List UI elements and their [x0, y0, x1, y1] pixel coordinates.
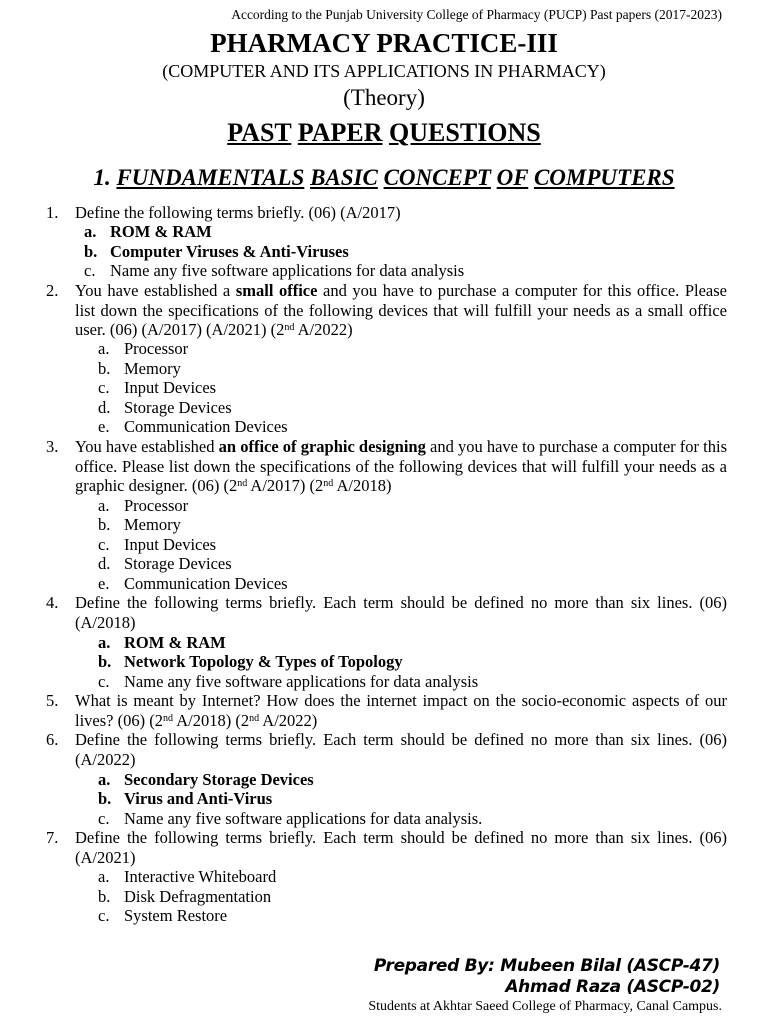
sub-letter: c.: [98, 672, 110, 691]
section-word: BASIC: [310, 165, 378, 190]
sub-text: Computer Viruses & Anti-Viruses: [110, 242, 349, 261]
sub-letter: a.: [98, 770, 111, 789]
sub-letter: c.: [84, 261, 96, 280]
sub-text: Input Devices: [124, 378, 217, 397]
institution-note: Students at Akhtar Saeed College of Pharmacy, Canal Campus.: [368, 999, 722, 1014]
sub-letter: a.: [98, 339, 110, 358]
question-number: 6.: [46, 730, 59, 749]
question-text: Define the following terms briefly. (06) (A/2017): [75, 203, 401, 222]
question-number: 3.: [46, 437, 59, 456]
section-word: CONCEPT: [383, 165, 491, 190]
section-number: 1.: [93, 165, 111, 190]
sub-letter: b.: [98, 789, 112, 808]
sub-item: [84, 261, 464, 281]
past-paper-heading: [0, 118, 768, 148]
sub-item: [98, 496, 188, 516]
sub-letter: a.: [98, 867, 110, 886]
sub-letter: c.: [98, 809, 110, 828]
sub-item: [98, 417, 288, 437]
sub-item: [98, 887, 271, 907]
question-number: 1.: [46, 203, 59, 222]
sub-text: Secondary Storage Devices: [124, 770, 314, 789]
question-number: 4.: [46, 593, 59, 612]
section-word: COMPUTERS: [533, 165, 675, 190]
sub-letter: b.: [84, 242, 98, 261]
sub-letter: d.: [98, 554, 111, 573]
sub-item: [98, 906, 227, 926]
question-text: Define the following terms briefly. Each term should be defined no more than six lines. (06) (A/2021): [75, 828, 727, 867]
page-subtitle: (COMPUTER AND ITS APPLICATIONS IN PHARMACY): [162, 61, 606, 81]
sub-item: [84, 242, 349, 262]
heading-word: PAPER: [297, 118, 383, 147]
sub-text: Storage Devices: [124, 398, 232, 417]
prepared-by: Prepared By: Mubeen Bilal (ASCP-47): [373, 956, 720, 976]
sub-item: [98, 770, 314, 790]
sub-item: [98, 672, 478, 692]
sub-text: Processor: [124, 496, 189, 515]
sub-letter: a.: [84, 222, 97, 241]
sub-letter: b.: [98, 515, 111, 534]
sub-item: [98, 574, 288, 594]
sub-item: [98, 652, 403, 672]
sub-letter: c.: [98, 535, 110, 554]
sub-item: [98, 398, 232, 418]
sub-letter: a.: [98, 496, 110, 515]
sub-letter: d.: [98, 398, 111, 417]
second-author: Ahmad Raza (ASCP-02): [505, 977, 720, 997]
sub-item: [98, 809, 482, 829]
question-text: Define the following terms briefly. Each term should be defined no more than six lines. (06) (A/2022): [75, 730, 727, 769]
question-number: 5.: [46, 691, 59, 710]
theory-label: (Theory): [343, 85, 425, 110]
heading-word: QUESTIONS: [389, 118, 541, 147]
sub-letter: e.: [98, 417, 110, 436]
question-text: You have established a small office and you have to purchase a computer for this office. Please list down the specifications of the following devices that will fulfill your needs as a small office user. (06) (A/2017) (A/2021) (2nd A/2022): [75, 281, 727, 339]
sub-text: Processor: [124, 339, 189, 358]
header-note: According to the Punjab University College of Pharmacy (PUCP) Past papers (2017-2023): [231, 7, 722, 22]
sub-item: [98, 535, 216, 555]
sub-letter: e.: [98, 574, 110, 593]
sub-item: [98, 554, 232, 574]
sub-item: [98, 359, 181, 379]
sub-item: [98, 339, 188, 359]
sub-item: [98, 378, 216, 398]
section-heading: [0, 165, 768, 191]
sub-text: System Restore: [124, 906, 228, 925]
sub-text: Communication Devices: [124, 417, 288, 436]
sub-text: Input Devices: [124, 535, 217, 554]
sub-text: ROM & RAM: [110, 222, 212, 241]
heading-word: PAST: [227, 118, 292, 147]
sub-text: Storage Devices: [124, 554, 232, 573]
sub-item: [98, 515, 181, 535]
sub-letter: b.: [98, 359, 111, 378]
sub-text: Virus and Anti-Virus: [124, 789, 273, 808]
question-text: What is meant by Internet? How does the internet impact on the socio-economic aspects of our lives? (06) (2nd A/2018) (2nd A/2022): [75, 691, 727, 730]
sub-item: [98, 867, 276, 887]
section-word: FUNDAMENTALS: [116, 165, 305, 190]
sub-text: Interactive Whiteboard: [124, 867, 277, 886]
sub-text: Disk Defragmentation: [124, 887, 272, 906]
question-number: 7.: [46, 828, 59, 847]
sub-item: [84, 222, 212, 242]
sub-text: Memory: [124, 359, 181, 378]
sub-text: ROM & RAM: [124, 633, 226, 652]
sub-text: Memory: [124, 515, 181, 534]
sub-item: [98, 789, 272, 809]
sub-text: Name any five software applications for data analysis: [124, 672, 479, 691]
sub-text: Name any five software applications for data analysis.: [124, 809, 483, 828]
question-text: You have established an office of graphic designing and you have to purchase a computer for this office. Please list down the specifications of the following devices that will fulfill your needs as a graphic designer. (06) (2nd A/2017) (2nd A/2018): [75, 437, 727, 495]
sub-letter: a.: [98, 633, 111, 652]
sub-text: Communication Devices: [124, 574, 288, 593]
page-title: PHARMACY PRACTICE-III: [210, 28, 558, 58]
question-text: Define the following terms briefly. Each term should be defined no more than six lines. (06) (A/2018): [75, 593, 727, 632]
sub-letter: b.: [98, 652, 112, 671]
sub-letter: c.: [98, 906, 110, 925]
sub-letter: b.: [98, 887, 111, 906]
sub-item: [98, 633, 226, 653]
section-word: OF: [496, 165, 529, 190]
sub-text: Network Topology & Types of Topology: [124, 652, 403, 671]
question-number: 2.: [46, 281, 59, 300]
sub-text: Name any five software applications for data analysis: [110, 261, 465, 280]
sub-letter: c.: [98, 378, 110, 397]
